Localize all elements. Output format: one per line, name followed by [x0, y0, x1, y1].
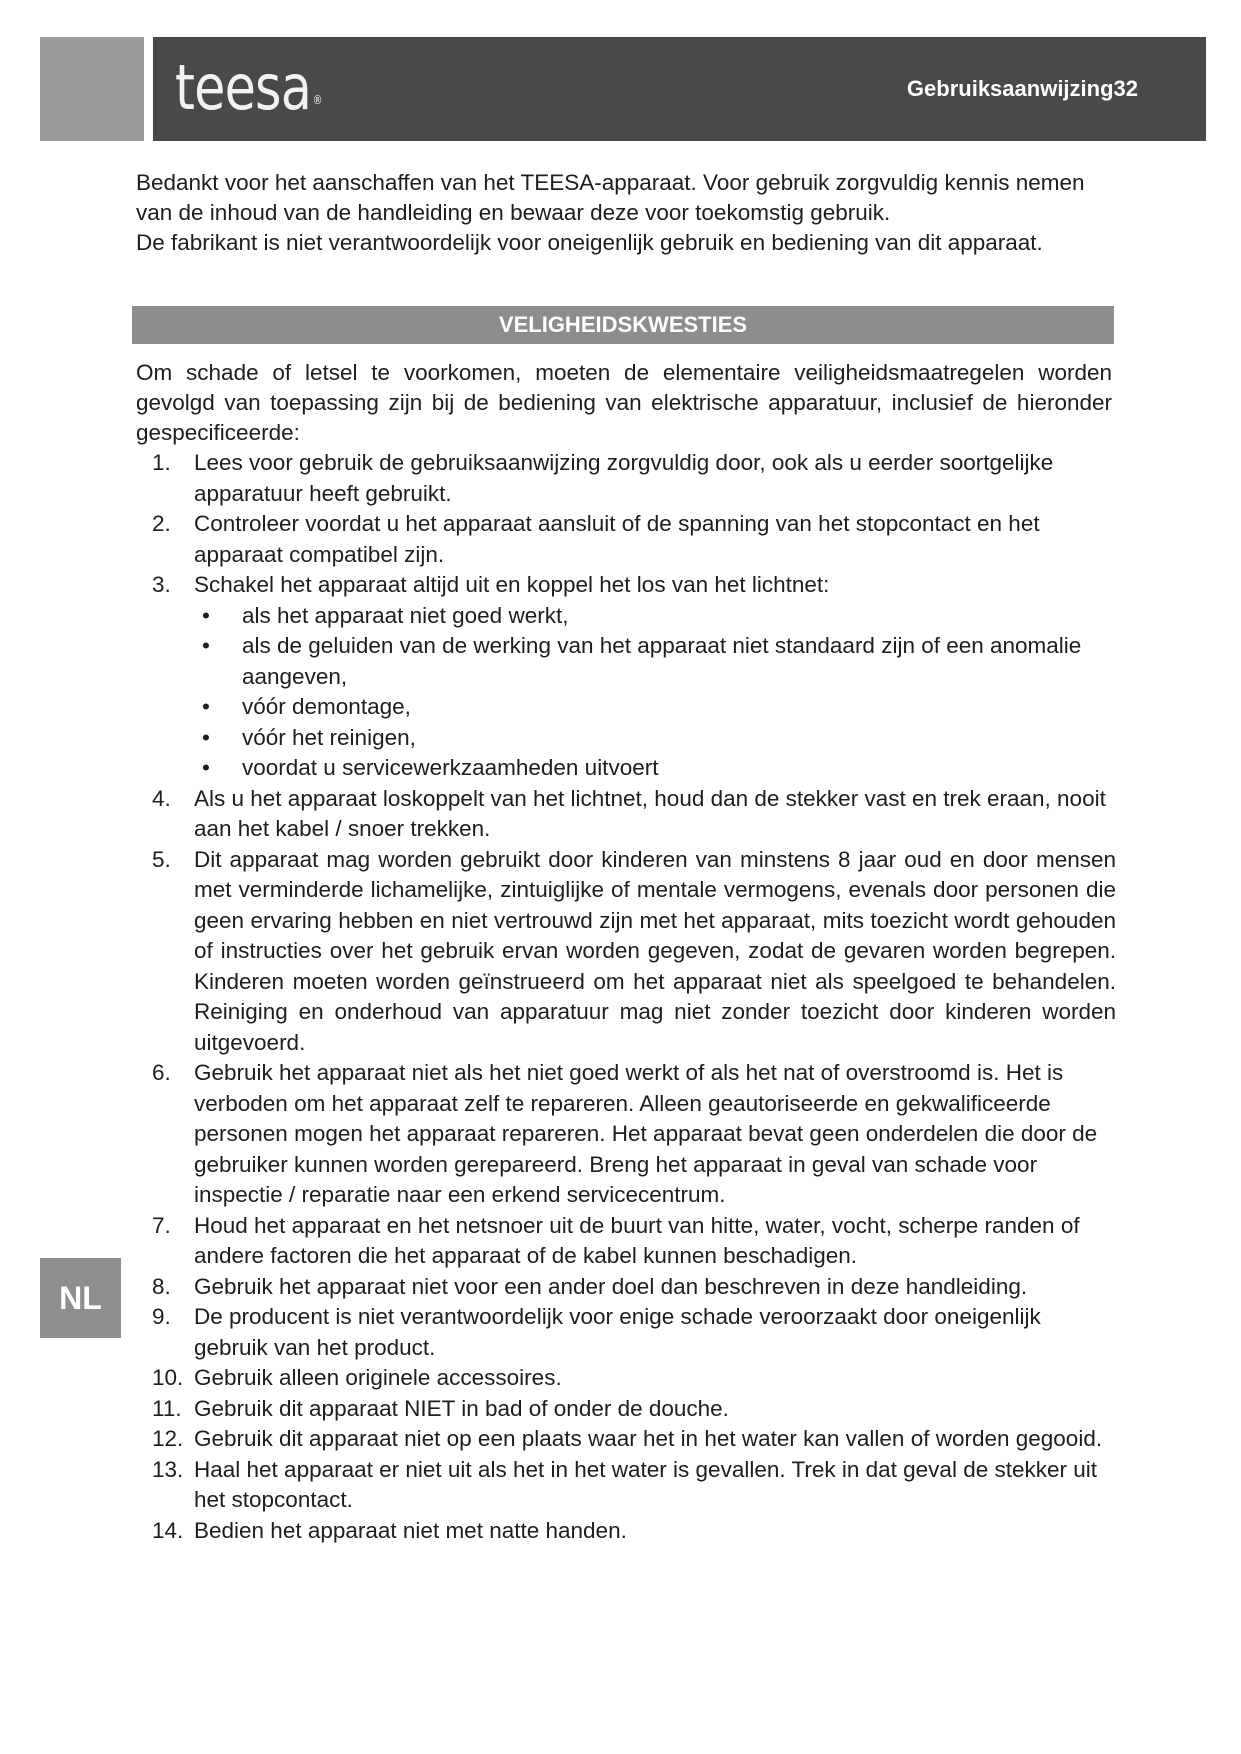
- item-text: Controleer voordat u het apparaat aansluit of de spanning van het stopcontact en het apparaat compatibel zijn.: [194, 511, 1040, 567]
- item-text: Houd het apparaat en het netsnoer uit de buurt van hitte, water, vocht, scherpe randen of andere factoren die het apparaat of de kabel kunnen beschadigen.: [194, 1212, 1080, 1268]
- list-item: [136, 448, 1116, 509]
- item-number: 9.: [152, 1304, 171, 1329]
- list-item: [136, 1272, 1116, 1303]
- list-item: [136, 784, 1116, 845]
- page-label: Gebruiksaanwijzing32: [906, 76, 1138, 101]
- item-number: 6.: [152, 1060, 171, 1085]
- language-tab: NL: [40, 1258, 121, 1338]
- item-text: Gebruik het apparaat niet voor een ander doel dan beschreven in deze handleiding.: [194, 1273, 1028, 1299]
- list-item: [136, 1302, 1116, 1363]
- list-item: [136, 845, 1116, 1059]
- list-item: [136, 509, 1116, 570]
- item-text: Bedien het apparaat niet met natte handen.: [194, 1517, 627, 1543]
- item-text: Gebruik het apparaat niet als het niet goed werkt of als het nat of overstroomd is. Het is verboden om het apparaat zelf te repareren. Alleen geautoriseerde en gekwalificeerde personen mogen het apparaat repareren. Het apparaat bevat geen onderdelen die door de gebruiker kunnen worden gerepareerd. Breng het apparaat in geval van schade voor inspectie / reparatie naar een erkend servicecentrum.: [194, 1060, 1098, 1207]
- sub-item-text: vóór het reinigen,: [242, 724, 416, 750]
- list-item: [136, 1424, 1116, 1455]
- safety-list: [136, 448, 1116, 1546]
- intro-line-2: De fabrikant is niet verantwoordelijk voor oneigenlijk gebruik en bediening van dit apparaat.: [136, 230, 1043, 255]
- list-item: [136, 1211, 1116, 1272]
- teesa-logo: [175, 51, 322, 125]
- sub-item: [188, 723, 1116, 754]
- item-text: Gebruik alleen originele accessoires.: [194, 1365, 562, 1390]
- logo-text: teesa: [175, 51, 312, 124]
- sub-item-text: vóór demontage,: [242, 694, 411, 719]
- item-number: 7.: [152, 1212, 171, 1238]
- sub-item: [188, 601, 1116, 632]
- intro-line-1: Bedankt voor het aanschaffen van het TEESA-apparaat. Voor gebruik zorgvuldig kennis nemen van de inhoud van de handleiding en bewaar deze voor toekomstig gebruik.: [136, 170, 1085, 225]
- item-number: 14.: [152, 1517, 184, 1543]
- section-title: VELIGHEIDSKWESTIES: [132, 306, 1114, 344]
- header-bar: [153, 37, 1206, 141]
- sub-item: [188, 753, 1116, 784]
- list-item: [136, 1058, 1116, 1211]
- item-number: 4.: [152, 785, 171, 811]
- item-text: Haal het apparaat er niet uit als het in het water is gevallen. Trek in dat geval de stekker uit het stopcontact.: [194, 1456, 1098, 1512]
- item-number: 10.: [152, 1365, 184, 1390]
- item-text: Gebruik dit apparaat niet op een plaats waar het in het water kan vallen of worden gegooid.: [194, 1426, 1103, 1451]
- bullet-icon: •: [202, 724, 210, 750]
- item-text: Als u het apparaat loskoppelt van het lichtnet, houd dan de stekker vast en trek eraan, nooit aan het kabel / snoer trekken.: [194, 785, 1106, 841]
- item-text: Lees voor gebruik de gebruiksaanwijzing zorgvuldig door, ook als u eerder soortgelijke apparatuur heeft gebruikt.: [194, 450, 1054, 506]
- bullet-icon: •: [202, 755, 210, 780]
- sub-item-text: als de geluiden van de werking van het apparaat niet standaard zijn of een anomalie aangeven,: [242, 633, 1082, 689]
- list-item: [136, 1363, 1116, 1394]
- bullet-icon: •: [202, 633, 210, 658]
- list-item: [136, 1455, 1116, 1516]
- item-number: 5.: [152, 846, 171, 872]
- item-number: 11.: [152, 1395, 182, 1421]
- item-number: 2.: [152, 511, 171, 536]
- item-number: 13.: [152, 1456, 184, 1482]
- item-number: 12.: [152, 1426, 184, 1451]
- list-item: [136, 570, 1116, 784]
- item-number: 1.: [152, 450, 171, 475]
- list-item: [136, 1516, 1116, 1547]
- item-text: Schakel het apparaat altijd uit en koppel het los van het lichtnet:: [194, 572, 830, 597]
- registered-mark: ®: [312, 93, 322, 107]
- sub-item-text: als het apparaat niet goed werkt,: [242, 602, 569, 628]
- header-left-block: [40, 37, 144, 141]
- item-text: Dit apparaat mag worden gebruikt door kinderen van minstens 8 jaar oud en door mensen met verminderde lichamelijke, zintuiglijke of mentale vermogens, evenals door personen die geen ervaring hebben en niet vertrouwd zijn met het apparaat, mits toezicht wordt gehouden of instructies over het gebruik ervan worden gegeven, zodat de gevaren worden begrepen. Kinderen moeten worden geïnstrueerd om het apparaat niet als speelgoed te behandelen. Reiniging en onderhoud van apparatuur mag niet zonder toezicht door kinderen worden uitgevoerd.: [194, 846, 1116, 1055]
- item-text: De producent is niet verantwoordelijk voor enige schade veroorzaakt door oneigenlijk gebruik van het product.: [194, 1304, 1041, 1360]
- bullet-icon: •: [202, 694, 210, 719]
- sub-item: [188, 631, 1116, 692]
- item-text: Gebruik dit apparaat NIET in bad of onder de douche.: [194, 1395, 729, 1421]
- sub-item: [188, 692, 1116, 723]
- bullet-icon: •: [202, 602, 210, 628]
- section-lead: Om schade of letsel te voorkomen, moeten de elementaire veiligheidsmaatregelen worden gevolgd van toepassing zijn bij de bediening van elektrische apparatuur, inclusief de hieronder gespecificeerde:: [136, 360, 1112, 445]
- list-item: [136, 1394, 1116, 1425]
- intro-text: [136, 168, 1126, 258]
- sub-list: [194, 601, 1116, 784]
- sub-item-text: voordat u servicewerkzaamheden uitvoert: [242, 755, 659, 780]
- item-number: 8.: [152, 1273, 171, 1299]
- item-number: 3.: [152, 572, 171, 597]
